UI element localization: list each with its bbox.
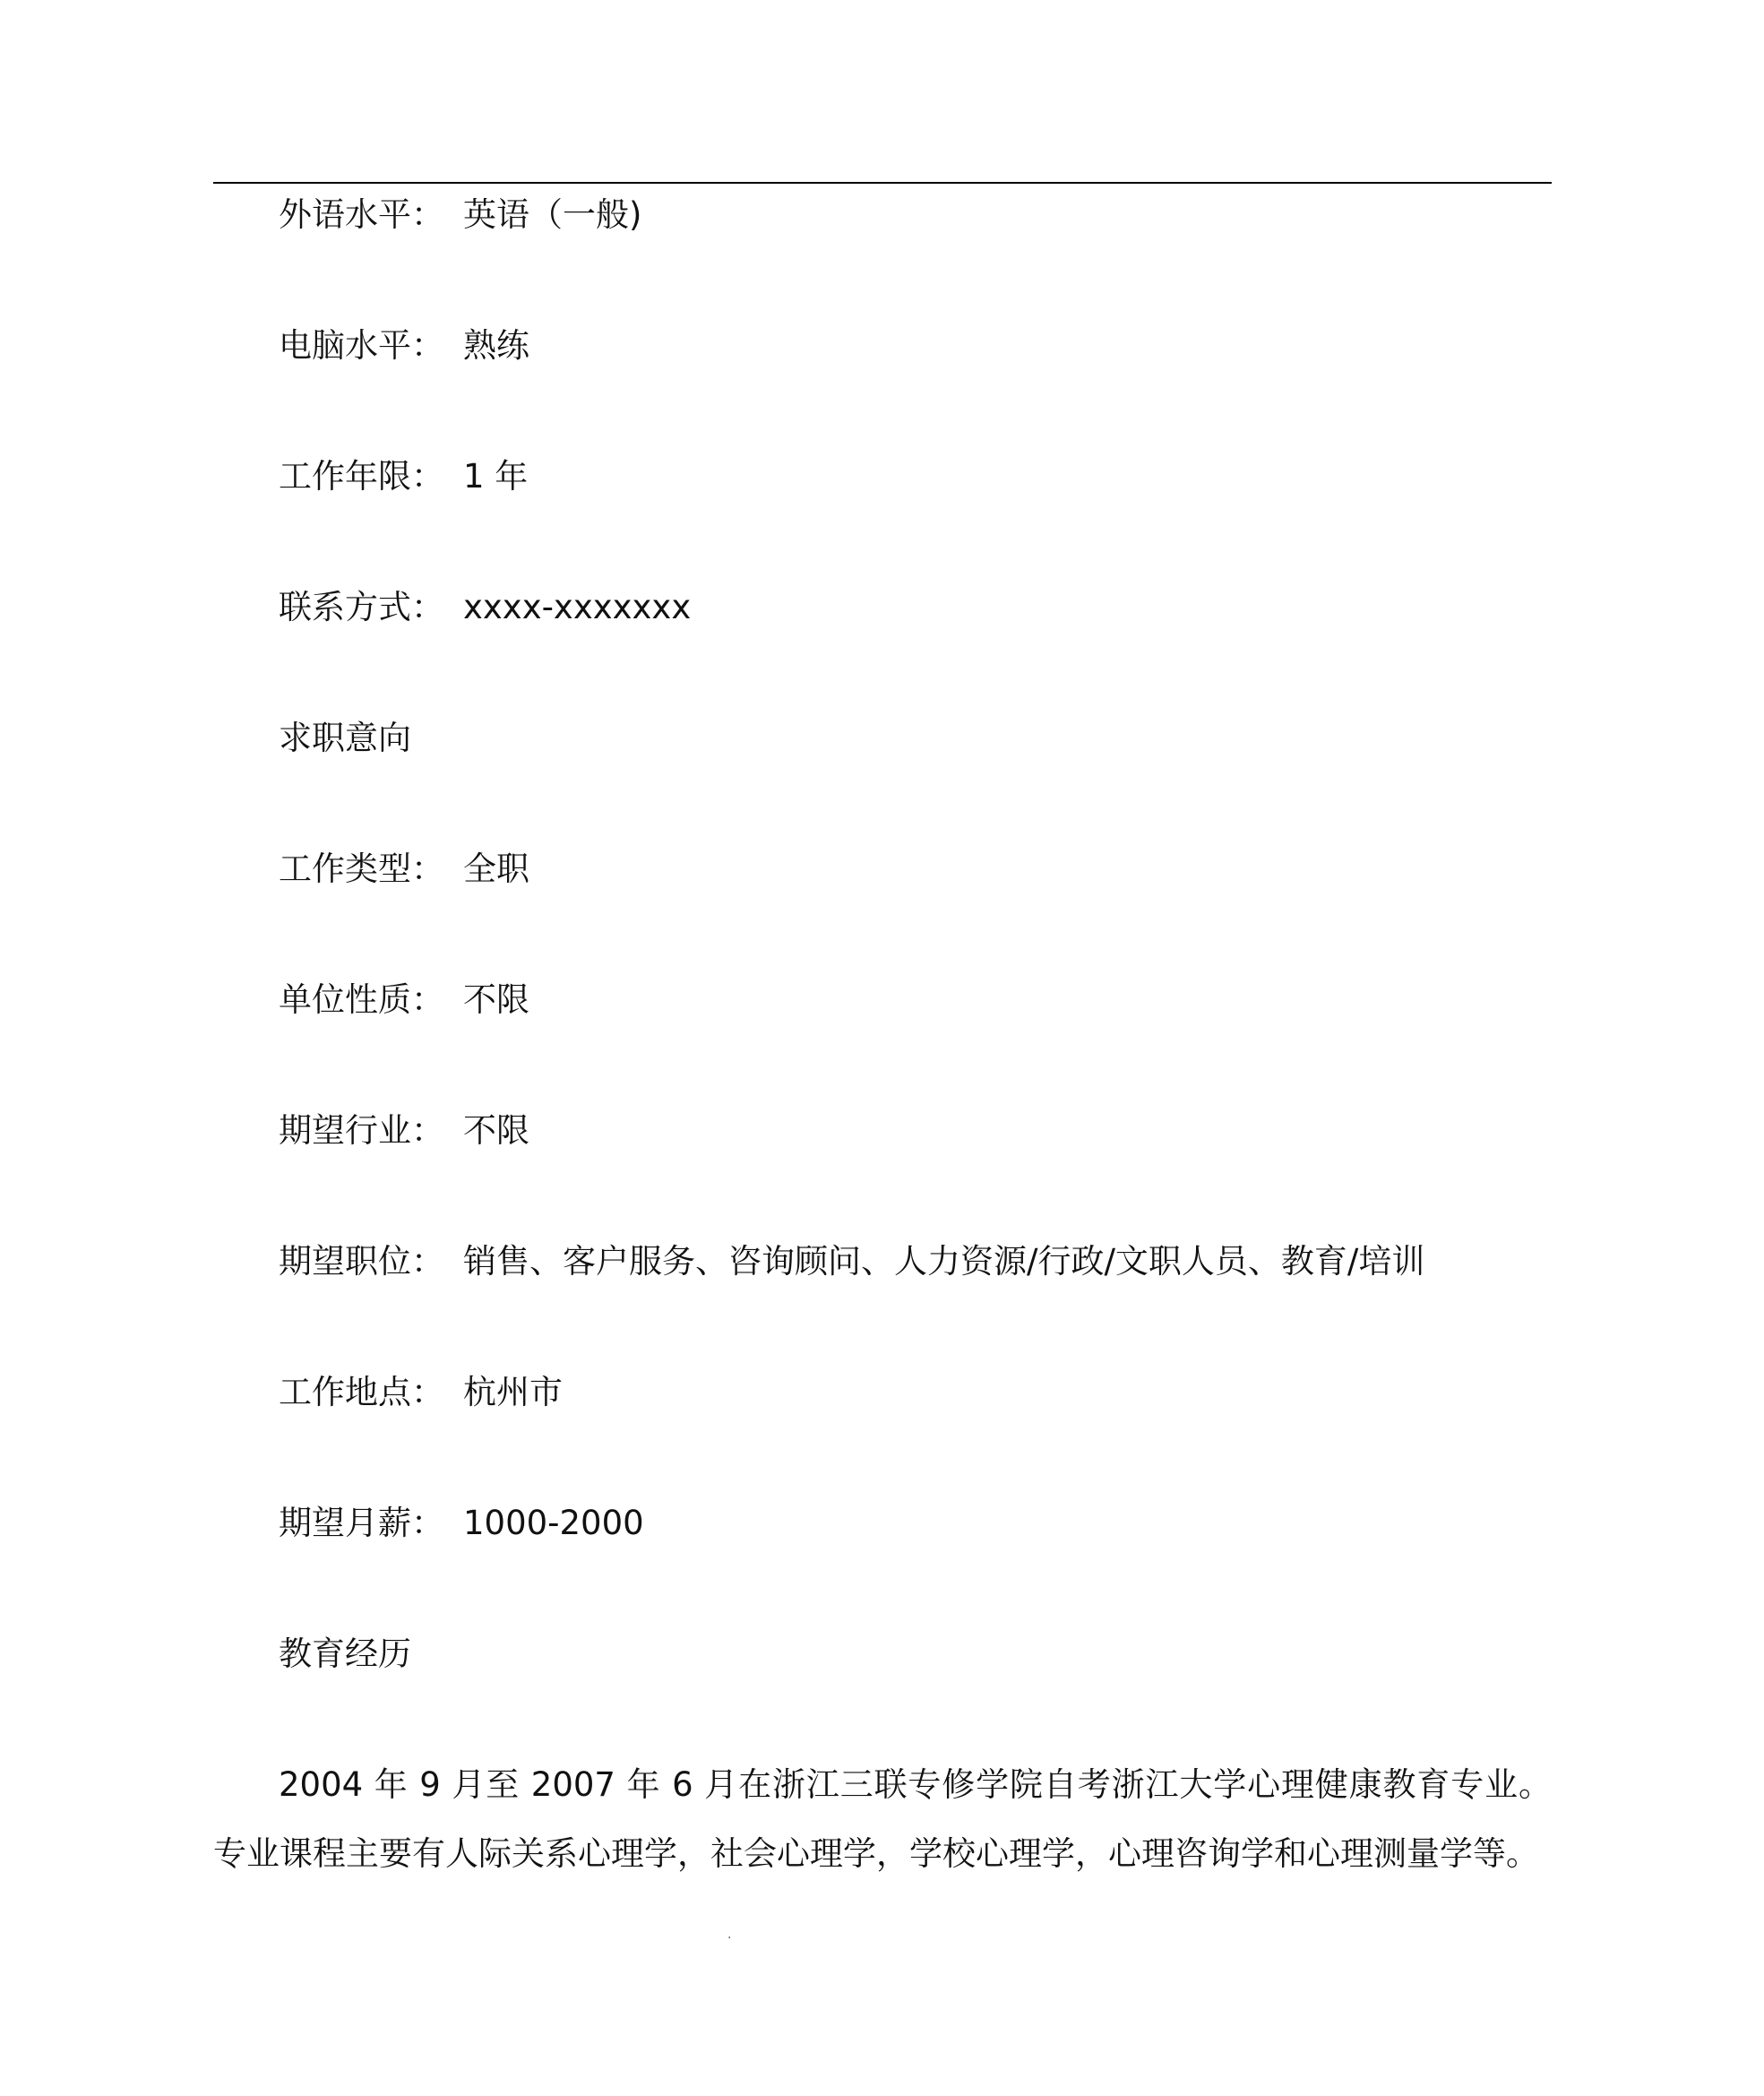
contact-row <box>279 586 691 629</box>
work-type-value: 全职 <box>463 850 529 888</box>
foreign-language-row <box>279 194 641 237</box>
header-rule <box>213 182 1552 184</box>
footer-mark: . <box>727 1928 732 1942</box>
job-intention-title: 求职意向 <box>279 719 411 757</box>
education-title: 教育经历 <box>279 1635 411 1673</box>
salary-value: 1000-2000 <box>463 1504 644 1542</box>
salary-label: 期望月薪： <box>279 1504 444 1542</box>
work-years-value: 1 年 <box>463 457 529 496</box>
industry-label: 期望行业： <box>279 1111 444 1150</box>
location-value: 杭州市 <box>463 1373 563 1411</box>
location-label: 工作地点： <box>279 1373 444 1411</box>
education-paragraph: 2004 年 9 月至 2007 年 6 月在浙江三联专修学院自考浙江大学心理健康教育专业。专业课程主要有人际关系心理学，社会心理学，学校心理学，心理咨询学和心理测量学等。 <box>213 1765 1552 1873</box>
company-type-value: 不限 <box>463 980 529 1019</box>
computer-skill-value: 熟练 <box>463 326 529 365</box>
work-type-row <box>279 848 529 891</box>
work-years-label: 工作年限： <box>279 457 444 496</box>
foreign-language-value: 英语（一般) <box>463 195 642 234</box>
work-type-label: 工作类型： <box>279 850 444 888</box>
position-row <box>279 1240 1424 1283</box>
work-years-row <box>279 455 528 498</box>
position-value: 销售、客户服务、咨询顾问、人力资源/行政/文职人员、教育/培训 <box>463 1242 1425 1281</box>
foreign-language-label: 外语水平： <box>279 195 444 234</box>
computer-skill-row <box>279 324 529 367</box>
company-type-row <box>279 979 529 1022</box>
contact-value: xxxx-xxxxxxx <box>463 588 692 626</box>
industry-row <box>279 1109 529 1152</box>
salary-row <box>279 1502 644 1545</box>
computer-skill-label: 电脑水平： <box>279 326 444 365</box>
company-type-label: 单位性质： <box>279 980 444 1019</box>
location-row <box>279 1371 563 1414</box>
position-label: 期望职位： <box>279 1242 444 1281</box>
industry-value: 不限 <box>463 1111 529 1150</box>
contact-label: 联系方式： <box>279 588 444 626</box>
